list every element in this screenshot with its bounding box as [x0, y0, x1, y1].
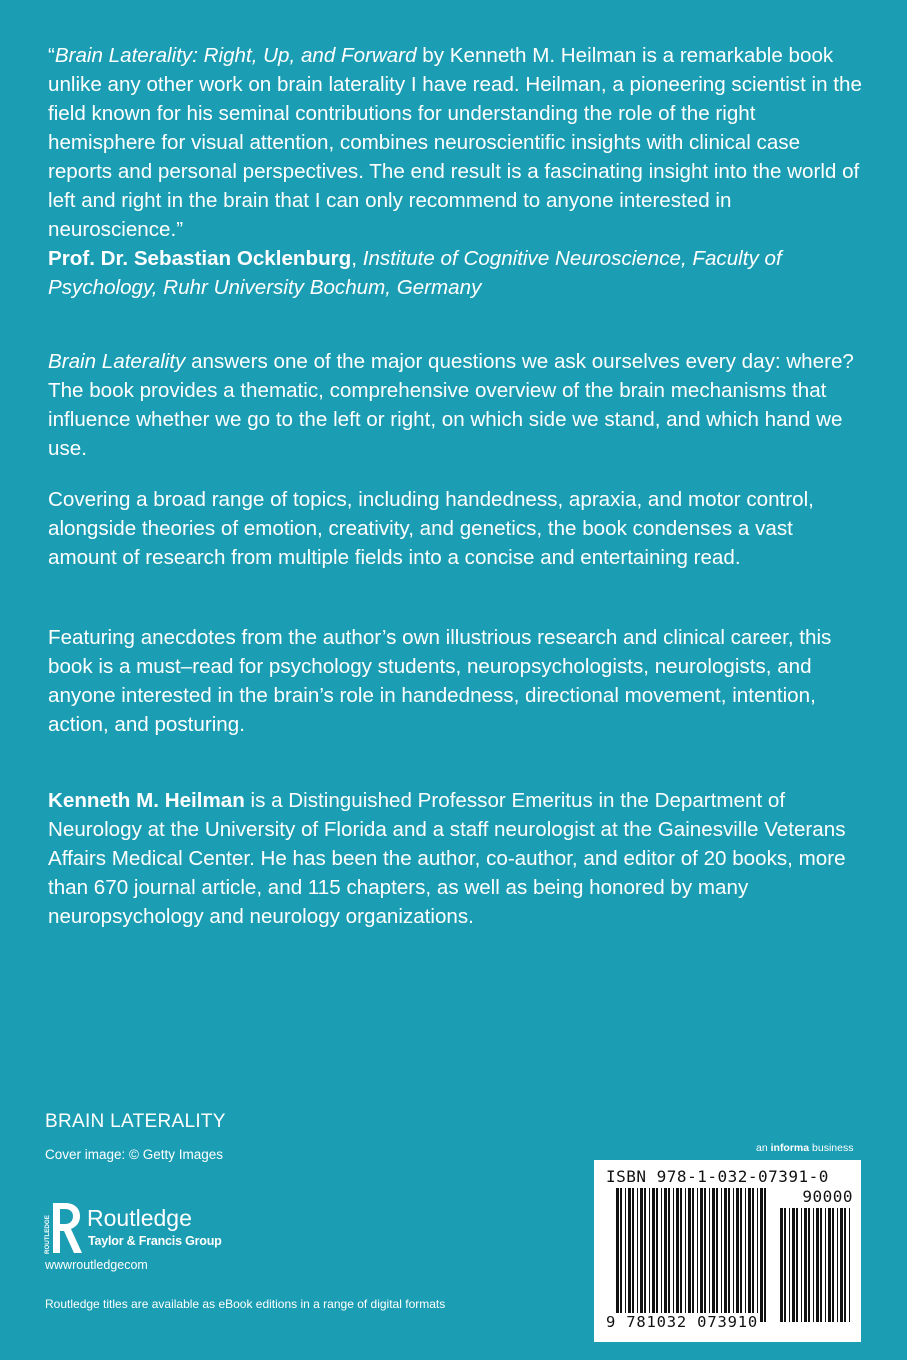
barcode-bar [644, 1188, 646, 1322]
isbn-barcode [594, 1160, 861, 1342]
endorsed-book-title: Brain Laterality: Right, Up, and Forward [54, 44, 417, 67]
publisher-name: Routledge [87, 1205, 192, 1231]
barcode-bar [692, 1188, 694, 1322]
series-title: BRAIN LATERALITY [45, 1111, 226, 1132]
barcode-bar [620, 1188, 622, 1322]
isbn-label: ISBN 978-1-032-07391-0 [606, 1167, 829, 1186]
barcode-bar [740, 1188, 742, 1322]
logo-vertical-text: ROUTLEDGE [44, 1215, 51, 1254]
barcode-bar [685, 1188, 686, 1322]
barcode-bar [673, 1188, 674, 1322]
barcode-bar [700, 1188, 703, 1322]
informa-prefix: an [756, 1142, 771, 1154]
barcode-bar [616, 1188, 619, 1322]
barcode-bar [792, 1208, 795, 1322]
informa-suffix: business [809, 1142, 854, 1154]
barcode-bar [816, 1208, 819, 1322]
barcode-bar [668, 1188, 670, 1322]
barcode-bar [760, 1188, 763, 1322]
informa-brand: informa [770, 1142, 810, 1154]
author-name: Kenneth M. Heilman [48, 789, 245, 812]
barcode-bar [840, 1208, 843, 1322]
barcode-bar [697, 1188, 698, 1322]
barcode-bar [724, 1188, 727, 1322]
endorser-affiliation: Institute of Cognitive Neuroscience, Faculty of Psychology, Ruhr University Bochum, Germany [48, 247, 782, 299]
ean-barcode-bars [616, 1188, 766, 1322]
barcode-bar [721, 1188, 722, 1322]
barcode-bar [820, 1208, 822, 1322]
barcode-bar [637, 1188, 638, 1322]
cover-credit: Cover image: © Getty Images [45, 1147, 224, 1162]
barcode-bar [649, 1188, 650, 1322]
barcode-bar [825, 1208, 826, 1322]
barcode-bar [656, 1188, 658, 1322]
barcode-bar [752, 1188, 754, 1322]
price-code: 90000 [802, 1187, 853, 1206]
summary-text: answers one of the major questions we ask ourselves every day: where? The book provides a thematic, comprehensive overview of the brain mechanisms that influence whether we go to the left or right, on which side we stand, and which hand we use. [48, 350, 854, 460]
barcode-bar [828, 1208, 831, 1322]
barcode-bar [789, 1208, 790, 1322]
barcode-bar [632, 1188, 634, 1322]
publisher-website: wwwroutledgecom [45, 1258, 148, 1272]
barcode-bar [849, 1208, 850, 1322]
barcode-bar [712, 1188, 715, 1322]
barcode-bar [804, 1208, 807, 1322]
publisher-logo [40, 1201, 240, 1261]
barcode-bar [704, 1188, 706, 1322]
barcode-bar [780, 1208, 783, 1322]
addon-barcode-bars [780, 1208, 853, 1322]
barcode-bar [664, 1188, 667, 1322]
ebook-note: Routledge titles are available as eBook editions in a range of digital formats [45, 1297, 446, 1311]
open-quote: “ [48, 44, 55, 67]
barcode-bar [676, 1188, 679, 1322]
barcode-bar [716, 1188, 718, 1322]
barcode-bar [736, 1188, 739, 1322]
author-bio-text: is a Distinguished Professor Emeritus in the Department of Neurology at the University of Florida and a staff neurologist at the Gainesville Veterans Affairs Medical Center. He has been the author, co-author, and editor of 20 books, more than 670 journal article, and 115 chapters, as well as being honored by many neuropsychology and neurology organizations. [48, 789, 846, 928]
barcode-bar [748, 1188, 751, 1322]
publisher-group: Taylor & Francis Group [88, 1234, 222, 1248]
barcode-bar [728, 1188, 730, 1322]
barcode-bar [640, 1188, 643, 1322]
barcode-bar [796, 1208, 798, 1322]
barcode-bar [808, 1208, 810, 1322]
author-bio-paragraph [48, 786, 863, 931]
endorsement-paragraph [48, 41, 863, 302]
endorser-separator: , [351, 247, 363, 270]
barcode-bar [757, 1188, 758, 1322]
barcode-bar [801, 1208, 802, 1322]
summary-paragraph [48, 347, 863, 463]
features-paragraph: Featuring anecdotes from the author’s own illustrious research and clinical career, this book is a must–read for psychology students, neuropsychologists, neurologists, and anyone interested in the brain’s role in handedness, directional movement, intention, action, and posturing. [48, 626, 832, 736]
barcode-bar [709, 1188, 710, 1322]
barcode-bar [837, 1208, 838, 1322]
barcode-bar [680, 1188, 682, 1322]
endorser-name: Prof. Dr. Sebastian Ocklenburg [48, 247, 352, 270]
barcode-bar [628, 1188, 631, 1322]
barcode-bar [745, 1188, 746, 1322]
endorsement-text: by Kenneth M. Heilman is a remarkable book unlike any other work on brain laterality I have read. Heilman, a pioneering scientist in the field known for his seminal contributions for understanding the role of the right hemisphere for visual attention, combines neuroscientific insights with clinical case reports and personal perspectives. The end result is a fascinating insight into the world of left and right in the brain that I can only recommend to anyone interested in neuroscience.” [48, 44, 862, 241]
barcode-bar [832, 1208, 834, 1322]
routledge-r-icon [40, 1201, 82, 1255]
barcode-bar [652, 1188, 655, 1322]
barcode-bar [844, 1208, 846, 1322]
barcode-bar [688, 1188, 691, 1322]
barcode-bar [813, 1208, 814, 1322]
barcode-bar [784, 1208, 786, 1322]
barcode-bar [764, 1188, 766, 1322]
summary-book-title: Brain Laterality [48, 350, 186, 373]
topics-paragraph: Covering a broad range of topics, including handedness, apraxia, and motor control, alongside theories of emotion, creativity, and genetics, the book condenses a vast amount of research from multiple fields into a concise and entertaining read. [48, 488, 814, 569]
informa-tagline [756, 1142, 853, 1154]
barcode-bar [625, 1188, 626, 1322]
barcode-bar [733, 1188, 734, 1322]
ean-digits: 9 781032 073910 [606, 1313, 758, 1331]
barcode-bar [661, 1188, 662, 1322]
